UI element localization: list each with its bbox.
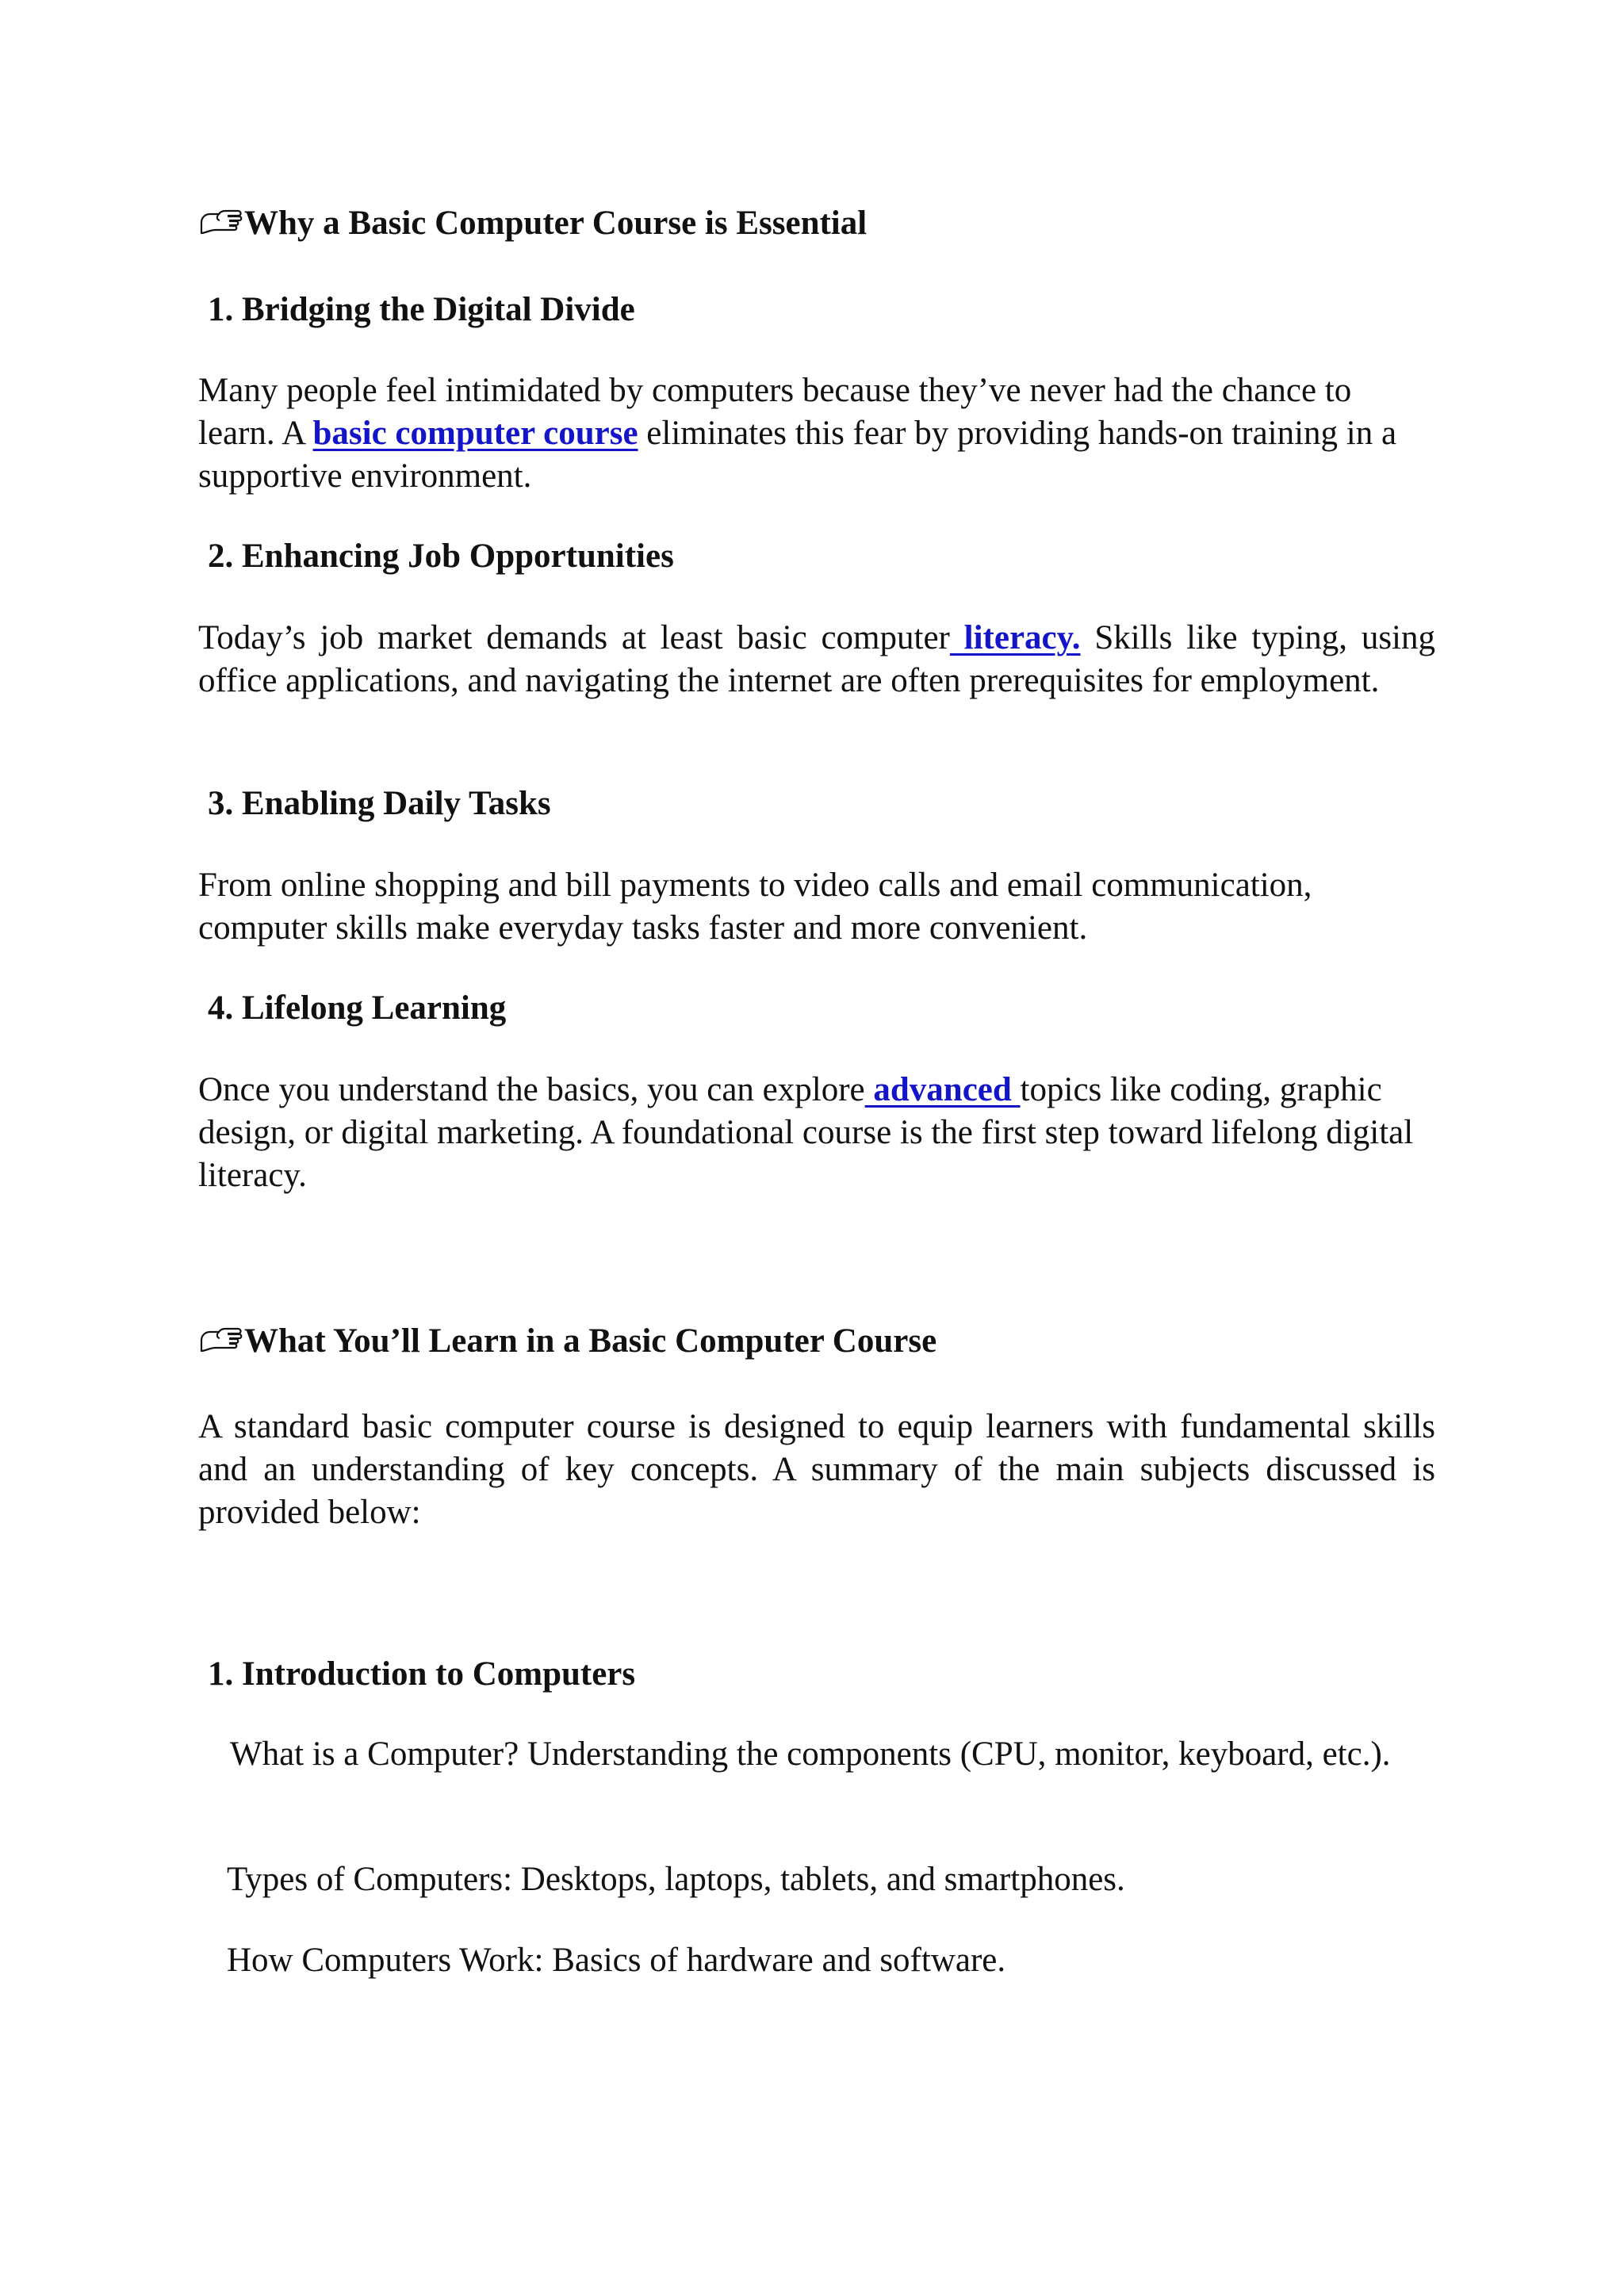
item-heading-3: 3. Enabling Daily Tasks [208,785,551,822]
section-heading-why [198,202,1435,245]
paragraph-1: Many people feel intimidated by computers because they’ve never had the chance to learn. A basic computer course eliminates this fear by providing hands-on training in a supportive environment. [198,372,1397,495]
pointing-hand-icon [198,207,244,239]
link-advanced[interactable]: advanced [864,1071,1021,1108]
section2-intro: A standard basic computer course is designed to equip learners with fundamental skills and an understanding of key concepts. A summary of the main subjects discussed is provided below: [198,1408,1435,1531]
item-heading-2: 2. Enhancing Job Opportunities [208,538,674,575]
document-page [198,0,1435,2296]
point-1: What is a Computer? Understanding the components (CPU, monitor, keyboard, etc.). [230,1735,1391,1773]
point-3: How Computers Work: Basics of hardware and software. [227,1942,1006,1979]
paragraph-4: Once you understand the basics, you can explore advanced topics like coding, graphic design, or digital marketing. A foundational course is the first step toward lifelong digital literacy. [198,1071,1414,1194]
item-heading-1: 1. Bridging the Digital Divide [208,291,635,328]
item-heading-4: 4. Lifelong Learning [208,989,507,1027]
link-basic-computer-course[interactable]: basic computer course [312,415,638,452]
link-literacy[interactable]: literacy. [949,619,1081,656]
pointing-hand-icon [198,1325,244,1357]
section-heading-what [198,1320,1435,1363]
paragraph-2: Today’s job market demands at least basic computer literacy. Skills like typing, using office applications, and navigating the internet are often prerequisites for employment. [198,619,1435,699]
section-heading-text: What You’ll Learn in a Basic Computer Course [244,1322,937,1360]
section-heading-text: Why a Basic Computer Course is Essential [244,205,868,242]
subsection-heading: 1. Introduction to Computers [208,1655,636,1693]
point-2: Types of Computers: Desktops, laptops, tablets, and smartphones. [227,1861,1125,1898]
paragraph-3: From online shopping and bill payments to video calls and email communication, computer skills make everyday tasks faster and more convenient. [198,867,1312,947]
